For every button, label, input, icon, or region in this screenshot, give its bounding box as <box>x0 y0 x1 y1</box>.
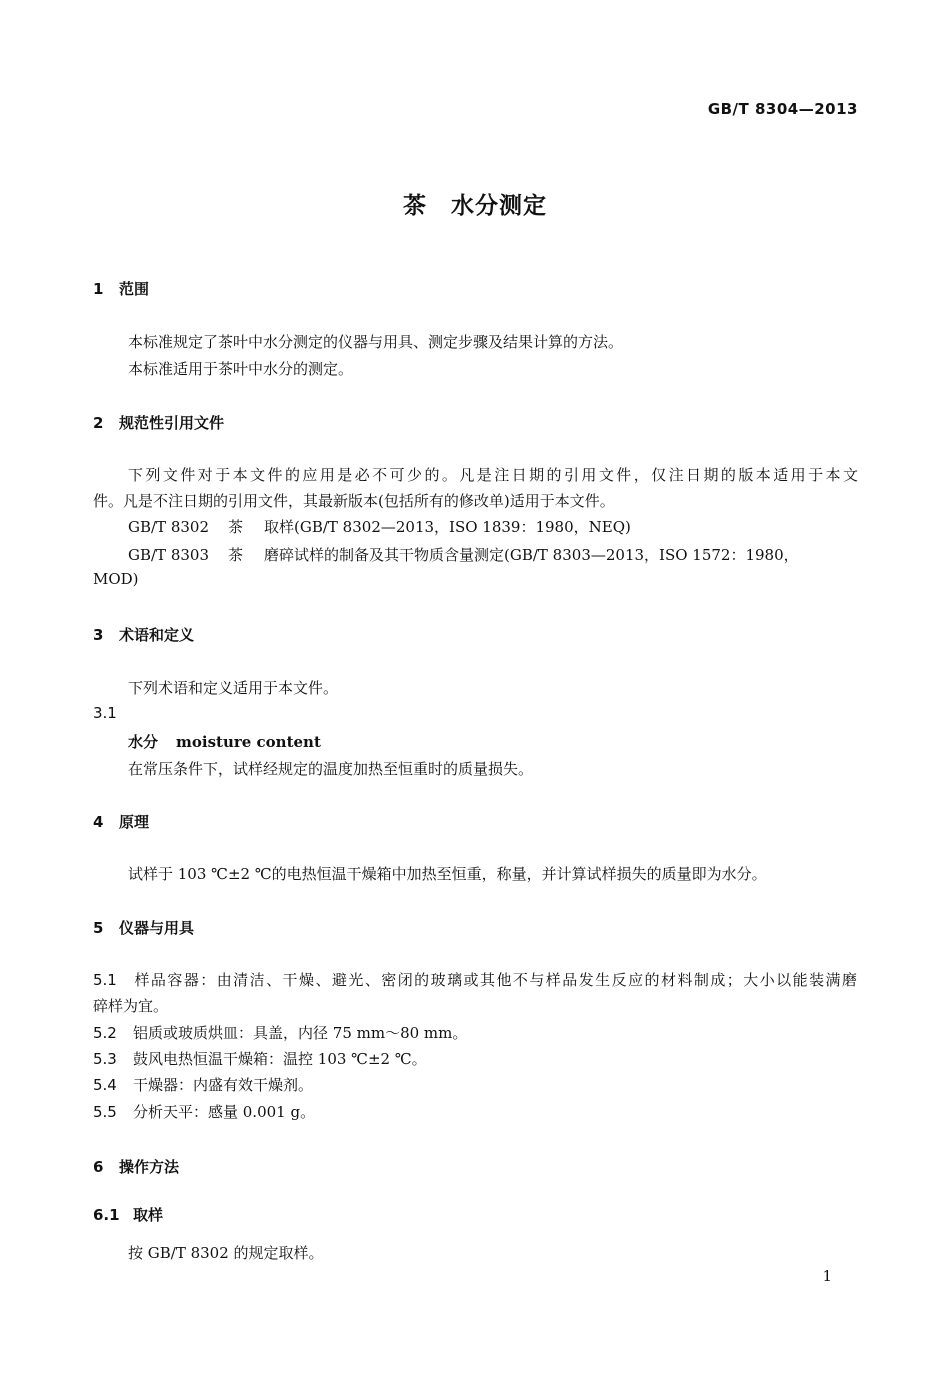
subsection-number: 6.1 <box>93 1206 120 1224</box>
reference-gbt-8303 <box>128 544 799 565</box>
apparatus-item-continuation: 碎样为宜。 <box>93 997 169 1015</box>
terms-intro: 下列术语和定义适用于本文件。 <box>128 679 339 697</box>
reference-code: GB/T 8303 <box>128 546 210 564</box>
section-title: 规范性引用文件 <box>119 414 225 432</box>
item-number: 5.2 <box>93 1024 117 1042</box>
section-number: 4 <box>93 813 104 831</box>
apparatus-item <box>93 1074 313 1095</box>
item-number: 5.4 <box>93 1076 117 1094</box>
section-number: 6 <box>93 1158 104 1176</box>
apparatus-item <box>93 969 857 990</box>
page-number: 1 <box>822 1267 832 1285</box>
item-text: 分析天平：感量 0.001 g。 <box>133 1103 316 1121</box>
term-definition: 在常压条件下，试样经规定的温度加热至恒重时的质量损失。 <box>128 760 534 778</box>
apparatus-item <box>93 1048 427 1069</box>
reference-code: GB/T 8302 <box>128 518 210 536</box>
standard-number: GB/T 8304—2013 <box>707 100 858 118</box>
subsection-title: 取样 <box>133 1206 164 1224</box>
section-number: 3 <box>93 626 104 644</box>
scope-paragraph-1: 本标准规定了茶叶中水分测定的仪器与用具、测定步骤及结果计算的方法。 <box>128 333 624 351</box>
reference-title: 取样(GB/T 8302—2013，ISO 1839：1980，NEQ) <box>264 518 631 536</box>
references-intro-line-1: 下列文件对于本文件的应用是必不可少的。凡是注日期的引用文件，仅注日期的版本适用于本文 <box>128 466 858 484</box>
subsection-6-1-heading <box>93 1204 163 1225</box>
section-1-heading <box>93 278 149 299</box>
term-chinese: 水分 <box>128 733 159 751</box>
item-text: 鼓风电热恒温干燥箱：温控 103 ℃±2 ℃。 <box>133 1050 427 1068</box>
scope-paragraph-2: 本标准适用于茶叶中水分的测定。 <box>128 360 354 378</box>
section-number: 1 <box>93 280 104 298</box>
section-title: 仪器与用具 <box>119 919 195 937</box>
section-3-heading <box>93 624 194 645</box>
reference-gbt-8303-continuation: MOD) <box>93 570 139 588</box>
reference-gbt-8302 <box>128 516 631 537</box>
section-title: 原理 <box>119 813 150 831</box>
section-5-heading <box>93 917 194 938</box>
term-entry <box>128 731 321 752</box>
section-title: 范围 <box>119 280 150 298</box>
principle-text: 试样于 103 ℃±2 ℃的电热恒温干燥箱中加热至恒重，称量，并计算试样损失的质量即为水分。 <box>128 865 767 883</box>
reference-title: 磨碎试样的制备及其干物质含量测定(GB/T 8303—2013，ISO 1572：1980， <box>264 546 799 564</box>
section-4-heading <box>93 811 149 832</box>
apparatus-item <box>93 1101 315 1122</box>
sampling-text: 按 GB/T 8302 的规定取样。 <box>128 1244 324 1262</box>
item-text: 铝质或玻质烘皿：具盖，内径 75 mm～80 mm。 <box>133 1024 468 1042</box>
clause-number-3-1: 3.1 <box>93 704 117 722</box>
reference-prefix: 茶 <box>228 546 244 564</box>
document-title: 茶 水分测定 <box>403 193 547 219</box>
item-text: 干燥器：内盛有效干燥剂。 <box>133 1076 314 1094</box>
section-6-heading <box>93 1156 179 1177</box>
term-english: moisture content <box>176 733 321 751</box>
item-number: 5.5 <box>93 1103 117 1121</box>
section-title: 术语和定义 <box>119 626 195 644</box>
apparatus-item <box>93 1022 467 1043</box>
item-number: 5.1 <box>93 971 117 989</box>
item-text: 样品容器：由清洁、干燥、避光、密闭的玻璃或其他不与样品发生反应的材料制成；大小以能装满磨 <box>133 971 857 989</box>
section-number: 5 <box>93 919 104 937</box>
section-2-heading <box>93 412 224 433</box>
section-number: 2 <box>93 414 104 432</box>
references-intro-line-2: 件。凡是不注日期的引用文件，其最新版本(包括所有的修改单)适用于本文件。 <box>93 492 615 510</box>
reference-prefix: 茶 <box>228 518 244 536</box>
section-title: 操作方法 <box>119 1158 180 1176</box>
item-number: 5.3 <box>93 1050 117 1068</box>
